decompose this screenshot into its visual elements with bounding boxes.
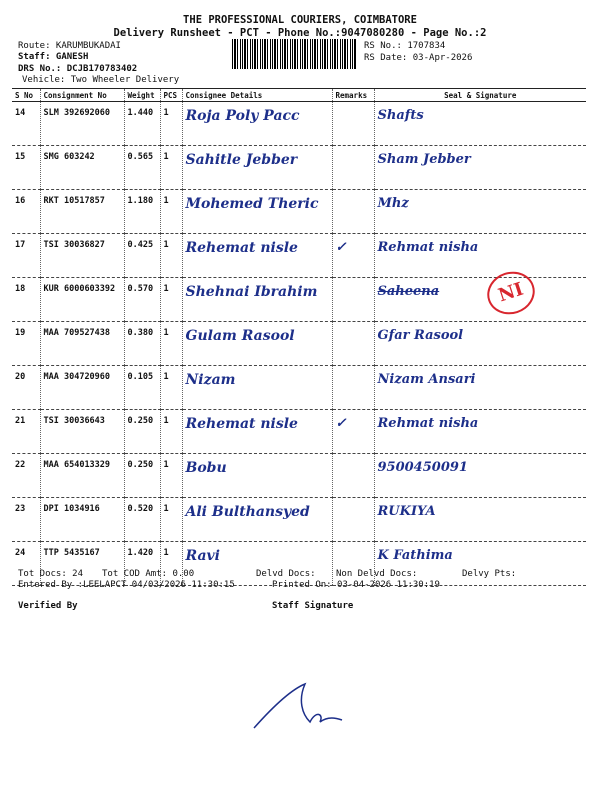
sheet-title: Delivery Runsheet - PCT - Phone No.:9047080280 - Page No.:2	[113, 27, 487, 39]
delvy-pts: Delvy Pts:	[462, 569, 517, 579]
weight-cell: 0.565	[124, 146, 160, 190]
signature-cell: Sham Jebber	[374, 146, 586, 190]
table-row	[12, 102, 586, 146]
consignee-cell: Nizam	[182, 366, 332, 410]
consignee-cell: Sahitle Jebber	[182, 146, 332, 190]
consignee-cell: Gulam Rasool	[182, 322, 332, 366]
col-pcs: PCS	[160, 89, 182, 102]
tot-docs: Tot Docs: 24	[18, 569, 84, 579]
table-row	[12, 190, 586, 234]
pcs-cell: 1	[160, 498, 182, 542]
company-title: THE PROFESSIONAL COURIERS, COIMBATORE	[183, 14, 417, 26]
table-row	[12, 234, 586, 278]
weight-cell: 1.420	[124, 542, 160, 586]
weight-cell: 0.380	[124, 322, 160, 366]
vehicle-label: Vehicle: Two Wheeler Delivery	[22, 75, 180, 85]
consignment-cell: TSI 30036827	[40, 234, 124, 278]
consignment-cell: TSI 30036643	[40, 410, 124, 454]
verified-by-label: Verified By	[18, 601, 78, 611]
sno-cell: 17	[12, 234, 40, 278]
signature-cell: RUKIYA	[374, 498, 586, 542]
consignee-cell: Rehemat nisle	[182, 410, 332, 454]
ni-stamp: NI	[481, 266, 540, 321]
non-delvd-docs: Non Delvd Docs:	[336, 569, 418, 579]
pcs-cell: 1	[160, 542, 182, 586]
remarks-cell	[332, 190, 374, 234]
col-remarks: Remarks	[332, 89, 374, 102]
consignment-cell: MAA 304720960	[40, 366, 124, 410]
remarks-cell	[332, 366, 374, 410]
col-signature: Seal & Signature	[374, 89, 586, 102]
pcs-cell: 1	[160, 366, 182, 410]
table-row	[12, 322, 586, 366]
sno-cell: 21	[12, 410, 40, 454]
signature-cell: Rehmat nisha	[374, 410, 586, 454]
pcs-cell: 1	[160, 102, 182, 146]
remarks-cell	[332, 322, 374, 366]
tot-cod-amt: Tot COD Amt: 0.00	[102, 569, 195, 579]
remarks-cell: ✓	[332, 234, 374, 278]
drs-no-label: DRS No.: DCJB170783402	[18, 64, 138, 74]
signature-cell: Mhz	[374, 190, 586, 234]
consignment-cell: MAA 654013329	[40, 454, 124, 498]
table-row	[12, 146, 586, 190]
sno-cell: 19	[12, 322, 40, 366]
consignment-cell: SLM 392692060	[40, 102, 124, 146]
table-row	[12, 454, 586, 498]
pcs-cell: 1	[160, 410, 182, 454]
signature-cell: 9500450091	[374, 454, 586, 498]
remarks-cell	[332, 498, 374, 542]
staff-signature-label: Staff Signature	[272, 601, 354, 611]
sno-cell: 22	[12, 454, 40, 498]
sno-cell: 14	[12, 102, 40, 146]
weight-cell: 0.425	[124, 234, 160, 278]
pcs-cell: 1	[160, 278, 182, 322]
consignee-cell: Mohemed Theric	[182, 190, 332, 234]
col-consignee: Consignee Details	[182, 89, 332, 102]
signature-cell	[374, 278, 586, 322]
rs-no-label: RS No.: 1707834	[364, 41, 446, 51]
consignment-cell: SMG 603242	[40, 146, 124, 190]
route-label: Route: KARUMBUKADAI	[18, 41, 121, 51]
consignment-cell: KUR 6000603392	[40, 278, 124, 322]
consignment-cell: MAA 709527438	[40, 322, 124, 366]
consignment-cell: DPI 1034916	[40, 498, 124, 542]
remarks-cell	[332, 278, 374, 322]
printed-on: Printed On: 03-04-2026 11:30:19	[272, 580, 440, 590]
consignee-cell: Rehemat nisle	[182, 234, 332, 278]
table-row	[12, 498, 586, 542]
signature-cell: Shafts	[374, 102, 586, 146]
consignee-cell: Roja Poly Pacc	[182, 102, 332, 146]
weight-cell: 0.250	[124, 454, 160, 498]
table-row	[12, 410, 586, 454]
table-header-row	[12, 89, 586, 102]
table-row	[12, 366, 586, 410]
runsheet-table	[12, 88, 586, 586]
consignee-cell: Ravi	[182, 542, 332, 586]
weight-cell: 1.440	[124, 102, 160, 146]
sno-cell: 20	[12, 366, 40, 410]
delvd-docs: Delvd Docs:	[256, 569, 316, 579]
struck-signature: Saheena	[377, 284, 440, 299]
weight-cell: 0.570	[124, 278, 160, 322]
consignment-cell: TTP 5435167	[40, 542, 124, 586]
signature-cell: Gfar Rasool	[374, 322, 586, 366]
signature-cell: Nizam Ansari	[374, 366, 586, 410]
entered-by: Entered By :LEELAPCT 04/03/2026 11:30:15	[18, 580, 235, 590]
consignee-cell: Shehnai Ibrahim	[182, 278, 332, 322]
pcs-cell: 1	[160, 234, 182, 278]
weight-cell: 0.520	[124, 498, 160, 542]
col-weight: Weight	[124, 89, 160, 102]
pcs-cell: 1	[160, 146, 182, 190]
rs-date-label: RS Date: 03-Apr-2026	[364, 53, 473, 63]
sno-cell: 23	[12, 498, 40, 542]
consignment-cell: RKT 10517857	[40, 190, 124, 234]
pcs-cell: 1	[160, 322, 182, 366]
pcs-cell: 1	[160, 190, 182, 234]
remarks-cell: ✓	[332, 410, 374, 454]
staff-label: Staff: GANESH	[18, 52, 89, 62]
remarks-cell	[332, 146, 374, 190]
col-consignment: Consignment No	[40, 89, 124, 102]
col-sno: S No	[12, 89, 40, 102]
pcs-cell: 1	[160, 454, 182, 498]
signature-cell: K Fathima	[374, 542, 586, 586]
barcode	[232, 39, 356, 69]
remarks-cell	[332, 102, 374, 146]
consignee-cell: Ali Bulthansyed	[182, 498, 332, 542]
sno-cell: 18	[12, 278, 40, 322]
sno-cell: 15	[12, 146, 40, 190]
weight-cell: 0.105	[124, 366, 160, 410]
table-row	[12, 278, 586, 322]
sno-cell: 16	[12, 190, 40, 234]
weight-cell: 0.250	[124, 410, 160, 454]
signature-cell: Rehmat nisha	[374, 234, 586, 278]
sno-cell: 24	[12, 542, 40, 586]
remarks-cell	[332, 454, 374, 498]
weight-cell: 1.180	[124, 190, 160, 234]
consignee-cell: Bobu	[182, 454, 332, 498]
handwritten-signature	[250, 670, 350, 740]
